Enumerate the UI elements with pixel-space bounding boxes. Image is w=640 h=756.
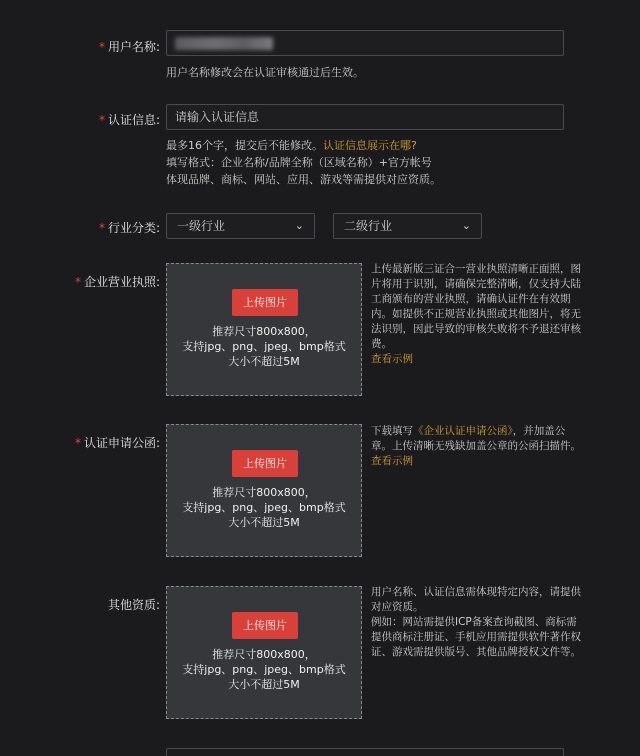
other-upload-area[interactable] [166,586,362,719]
letter-upload-button[interactable]: 上传图片 [232,450,298,477]
letter-template-link[interactable]: 《企业认证申请公函》 [413,425,513,437]
letter-description: 下载填写《企业认证申请公函》，并加盖公章。上传清晰无残缺加盖公章的公函扫描件。 查看示例 [371,425,581,467]
auth-info-where-link[interactable]: 认证信息展示在哪? [323,139,417,152]
industry-level1-select[interactable]: 一级行业 ⌄ [166,213,315,239]
chevron-down-icon: ⌄ [294,219,304,232]
letter-upload-area[interactable] [166,424,362,557]
license-example-link[interactable]: 查看示例 [371,353,413,365]
license-upload-requirements: 推荐尺寸800x800， 支持jpg、png、jpeg、bmp格式 大小不超过5M [182,325,346,368]
other-upload-requirements: 推荐尺寸800x800， 支持jpg、png、jpeg、bmp格式 大小不超过5M [182,648,346,691]
auth-info-input[interactable]: 请输入认证信息 [166,104,564,130]
other-description: 用户名称、认证信息需体现特定内容，请提供对应资质。 例如：网站需提供ICP备案查询截图、商标需提供商标注册证、手机应用需提供软件著作权证、游戏需提供版号、其他品牌授权文件等。 [371,586,581,658]
auth-info-label: * 认证信息: [98,113,160,127]
other-label: 其他资质: [107,598,160,612]
license-label: * 企业营业执照: [74,275,160,289]
industry-level2-select[interactable]: 二级行业 ⌄ [333,213,482,239]
letter-example-link[interactable]: 查看示例 [371,455,413,467]
username-hint: 用户名称修改会在认证审核通过后生效。 [166,66,364,79]
other-upload-button[interactable]: 上传图片 [232,612,298,639]
license-upload-button[interactable]: 上传图片 [232,289,298,316]
blurred-username [175,37,273,50]
letter-label: * 认证申请公函: [74,436,160,450]
auth-info-hint: 最多16个字，提交后不能修改。认证信息展示在哪? 填写格式：企业名称/品牌全称（区域名称）+官方帐号 体现品牌、商标、网站、应用、游戏等需提供对应资质。 [166,139,441,186]
license-description: 上传最新版三证合一营业执照清晰正面照，图片将用于识别，请确保完整清晰，仅支持大陆工商颁布的营业执照，请确认证件在有效期内。如提供不正规营业执照或其他图片，将无法识别，因此导致的审核失败将不予退还审核费。 查看示例 [371,263,581,365]
chevron-down-icon: ⌄ [461,219,471,232]
username-label: * 用户名称: [98,40,160,54]
industry-label: * 行业分类: [98,221,160,235]
license-upload-area[interactable] [166,263,362,396]
username-input[interactable] [166,30,564,56]
letter-upload-requirements: 推荐尺寸800x800， 支持jpg、png、jpeg、bmp格式 大小不超过5M [182,486,346,529]
